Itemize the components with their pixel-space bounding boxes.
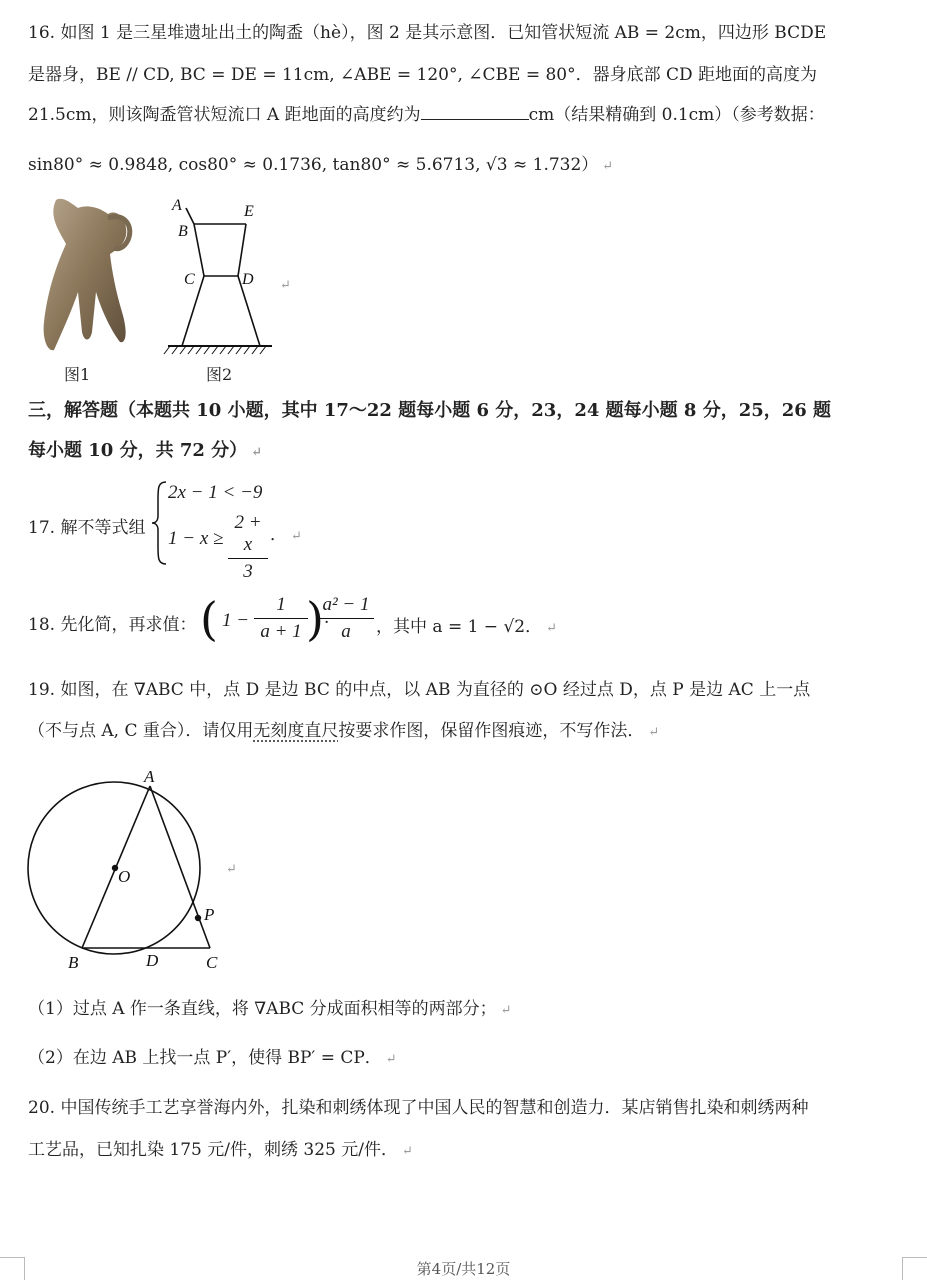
label-A: A	[144, 770, 155, 786]
return-mark: ↵	[280, 278, 291, 293]
q16-line1: 16. 如图 1 是三星堆遗址出土的陶盉（hè），图 2 是其示意图．已知管状短流 AB = 2cm，四边形 BCDE	[28, 23, 827, 43]
label-C: C	[206, 953, 218, 972]
q19-circle-triangle-figure	[20, 770, 240, 980]
label-A: A	[172, 197, 182, 214]
q18-fraction1	[254, 594, 308, 643]
q19-line2	[28, 716, 659, 741]
return-mark: ↵	[401, 1144, 413, 1159]
return-mark: ↵	[291, 529, 302, 544]
return-mark: ↵	[602, 159, 614, 174]
q16-line3-text-b: cm（结果精确到 0.1cm）（参考数据：	[528, 105, 825, 125]
return-mark: ↵	[648, 725, 660, 740]
q20-line2	[28, 1135, 413, 1160]
q20-line1: 20. 中国传统手工艺享誉海内外，扎染和刺绣体现了中国人民的智慧和创造力．某店销售扎染和刺绣两种	[28, 1098, 809, 1118]
q19-line1: 19. 如图，在 ∇ABC 中，点 D 是边 BC 的中点，以 AB 为直径的 ⊙O 经过点 D，点 P 是边 AC 上一点	[28, 680, 811, 700]
q16-line3-text: 21.5cm，则该陶盉管状短流口 A 距地面的高度约为	[28, 105, 421, 125]
return-mark: ↵	[385, 1052, 397, 1067]
fraction-denominator: a	[341, 621, 351, 642]
figure2-diagram	[160, 192, 280, 357]
answer-blank	[421, 103, 529, 120]
section3-heading-line2	[28, 436, 262, 462]
q17-period: ．	[270, 525, 287, 545]
fraction-denominator: a + 1	[260, 621, 302, 642]
label-P: P	[204, 905, 215, 924]
q19-part2	[28, 1043, 397, 1068]
q18-suffix	[376, 612, 557, 637]
label-D: D	[146, 951, 159, 970]
q16-reference-data: sin80° ≈ 0.9848, cos80° ≈ 0.1736, tan80° ≈ 5.6713, √3 ≈ 1.732）	[28, 155, 599, 175]
q19-line2-c: 按要求作图，保留作图痕迹，不写作法．	[338, 721, 645, 741]
q17-inequality2	[168, 528, 223, 550]
q19-line2-a: （不与点 A, C 重合）．请仅用	[28, 721, 254, 741]
label-O: O	[118, 867, 131, 886]
q18-fraction2	[318, 594, 374, 643]
q16-line2: 是器身，BE // CD, BC = DE = 11cm, ∠ABE = 120°, ∠CBE = 80°．器身底部 CD 距地面的高度为	[28, 65, 818, 85]
q16-line4	[28, 150, 613, 175]
label-B: B	[178, 223, 188, 240]
q16-line3	[28, 100, 825, 125]
fraction-numerator: 1	[254, 594, 308, 619]
q19-emphasis: 无刻度直尺	[253, 721, 339, 741]
return-mark: ↵	[251, 445, 263, 460]
q17-suffix	[270, 520, 302, 545]
label-C: C	[184, 271, 195, 288]
left-paren: (	[200, 592, 218, 646]
brace-symbol	[150, 480, 170, 566]
q17-fraction	[228, 512, 268, 583]
label-B: B	[68, 953, 79, 972]
page-footer: 第4页/共12页	[416, 1260, 511, 1278]
figure1-caption: 图1	[64, 365, 91, 384]
section3-heading-line1: 三，解答题（本题共 10 小题，其中 17～22 题每小题 6 分，23，24 题每小题 8 分，25，26 题	[28, 400, 832, 421]
q20-line2-text: 工艺品，已知扎染 175 元/件，刺绣 325 元/件．	[28, 1140, 398, 1160]
q19-part1	[28, 994, 512, 1019]
q17-inequality1: 2x − 1 < −9	[168, 482, 263, 503]
q18-prefix: 18. 先化简，再求值：	[28, 615, 197, 635]
section3-heading-text: 每小题 10 分，共 72 分）	[28, 440, 248, 461]
fraction-numerator: a² − 1	[318, 594, 374, 619]
figure1-vessel-image	[38, 192, 133, 357]
label-D: D	[242, 271, 254, 288]
return-mark: ↵	[500, 1003, 512, 1018]
fraction-denominator: 3	[243, 561, 253, 582]
q17-ineq2-left: 1 − x ≥	[168, 528, 224, 549]
fraction-numerator: 2 + x	[228, 512, 268, 559]
figure2-caption: 图2	[206, 365, 233, 384]
return-mark: ↵	[546, 621, 558, 636]
label-E: E	[244, 203, 254, 220]
q18-dot: ·	[324, 612, 329, 633]
q17-prefix: 17. 解不等式组	[28, 518, 146, 538]
right-paren: )	[306, 592, 324, 646]
q19-part1-text: （1）过点 A 作一条直线，将 ∇ABC 分成面积相等的两部分；	[28, 999, 497, 1019]
return-mark: ↵	[226, 862, 237, 877]
q18-condition: ，其中 a = 1 − √2．	[376, 617, 543, 637]
q19-part2-text: （2）在边 AB 上找一点 P′，使得 BP′ = CP．	[28, 1048, 382, 1068]
q18-one-minus: 1 −	[222, 610, 250, 631]
